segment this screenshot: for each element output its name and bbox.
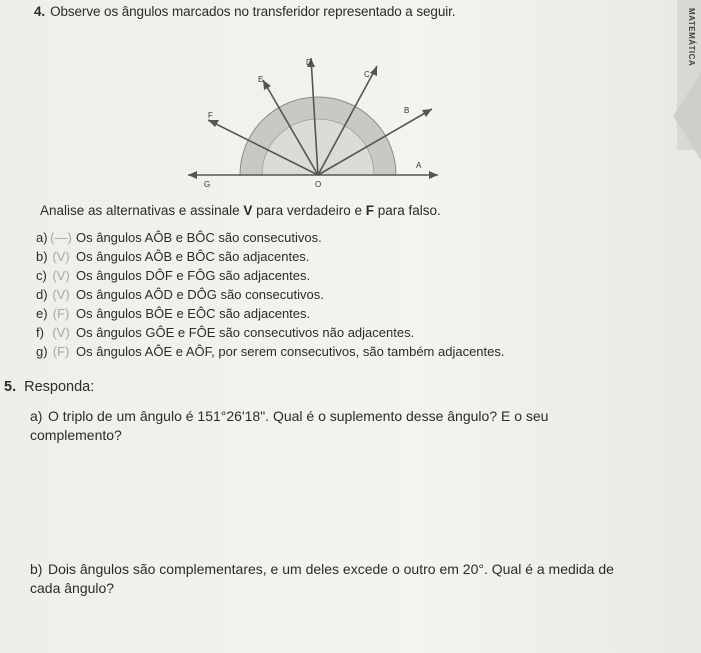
instruction-after: para falso. — [373, 203, 441, 218]
question-4-number: 4. — [34, 4, 46, 19]
point-label-g: G — [204, 180, 211, 189]
alternative-text: Os ângulos GÔE e FÔE são consecutivos não adjacentes. — [76, 325, 415, 340]
alternative-f — [36, 325, 414, 340]
arrow-c — [370, 66, 377, 76]
point-label-d: D — [306, 58, 312, 67]
point-label-c: C — [364, 70, 370, 79]
instruction-f: F — [365, 203, 374, 218]
question-4-statement — [34, 4, 455, 19]
alternative-g — [36, 344, 505, 359]
question-5-title: Responda: — [24, 379, 95, 395]
answer-box[interactable]: (V) — [52, 249, 70, 264]
item-text: O triplo de um ângulo é 151°26'18". Qual é o suplemento desse ângulo? E o seu complemento? — [30, 408, 549, 443]
alternative-b — [36, 249, 309, 264]
alternative-letter: a) — [36, 230, 48, 245]
instruction-before: Analise as alternativas e assinale — [40, 203, 244, 218]
item-letter: b) — [30, 561, 43, 577]
answer-box[interactable]: (V) — [52, 268, 70, 283]
point-label-b: B — [404, 106, 410, 115]
point-label-e: E — [258, 75, 264, 84]
item-letter: a) — [30, 408, 43, 424]
alternative-letter: e) — [36, 306, 48, 321]
instruction-v: V — [243, 203, 253, 218]
answer-box[interactable]: (V) — [52, 325, 70, 340]
item-text: Dois ângulos são complementares, e um deles excede o outro em 20°. Qual é a medida de cada ângulo? — [30, 561, 614, 596]
alternative-c — [36, 268, 310, 283]
point-label-f: F — [208, 111, 213, 120]
protractor-figure — [188, 50, 448, 195]
question-5a — [30, 407, 630, 445]
question-5-number: 5. — [4, 379, 17, 395]
alternative-a — [36, 230, 322, 245]
alternative-text: Os ângulos BÔE e EÔC são adjacentes. — [76, 306, 311, 321]
arrow-f — [208, 120, 219, 127]
alternative-text: Os ângulos AÔB e BÔC são consecutivos. — [76, 230, 322, 245]
side-tab-label: MATEMÁTICA — [687, 8, 696, 67]
alternative-letter: f) — [36, 325, 44, 340]
point-label-a: A — [416, 161, 422, 170]
alternative-letter: b) — [36, 249, 48, 264]
question-4-instruction — [40, 203, 441, 218]
alternative-letter: c) — [36, 268, 47, 283]
question-5b — [30, 560, 630, 598]
answer-box[interactable]: (—) — [50, 230, 72, 245]
answer-box[interactable]: (F) — [52, 344, 70, 359]
alternative-text: Os ângulos AÔE e AÔF, por serem consecutivos, são também adjacentes. — [76, 344, 505, 359]
question-4-text: Observe os ângulos marcados no transferidor representado a seguir. — [50, 4, 456, 19]
alternative-text: Os ângulos DÔF e FÔG são adjacentes. — [76, 268, 311, 283]
instruction-middle: para verdadeiro e — [252, 203, 366, 218]
alternative-d — [36, 287, 324, 302]
side-tab-notch — [673, 72, 701, 160]
alternative-text: Os ângulos AÔD e DÔG são consecutivos. — [76, 287, 324, 302]
answer-box[interactable]: (V) — [52, 287, 70, 302]
alternative-letter: g) — [36, 344, 48, 359]
answer-box[interactable]: (F) — [52, 306, 70, 321]
alternative-text: Os ângulos AÔB e BÔC são adjacentes. — [76, 249, 310, 264]
arrow-g — [188, 171, 197, 179]
point-label-o: O — [315, 180, 322, 189]
arrow-a — [429, 171, 438, 179]
alternative-e — [36, 306, 310, 321]
alternative-letter: d) — [36, 287, 48, 302]
question-5-heading — [4, 379, 94, 395]
